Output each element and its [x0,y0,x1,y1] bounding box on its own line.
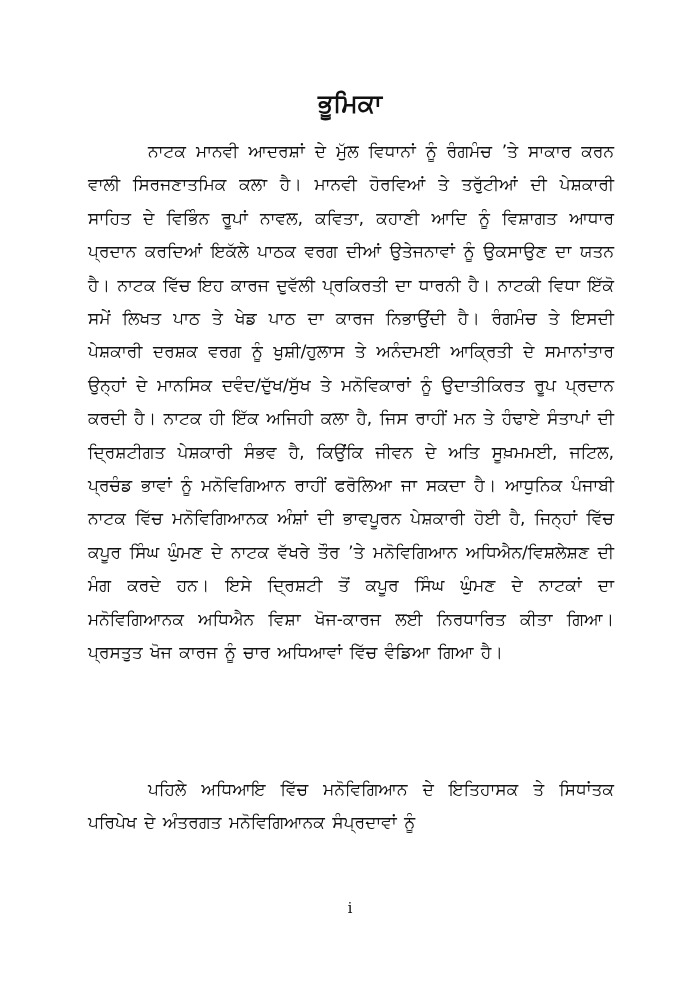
page-number: i [347,899,353,917]
body-paragraph-1: ਨਾਟਕ ਮਾਨਵੀ ਆਦਰਸ਼ਾਂ ਦੇ ਮੁੱਲ ਵਿਧਾਨਾਂ ਨੂੰ ਰੰਗਮੰਚ ’ਤੇ ਸਾਕਾਰ ਕਰਨ ਵਾਲੀ ਸਿਰਜਣਾਤਮਿਕ ਕਲਾ ਹੈ। ਮਾਨਵੀ ਹੋਰਵਿਆਂ ਤੇ ਤਰੁੱਟੀਆਂ ਦੀ ਪੇਸ਼ਕਾਰੀ ਸਾਹਿਤ ਦੇ ਵਿਭਿੰਨ ਰੂਪਾਂ ਨਾਵਲ, ਕਵਿਤਾ, ਕਹਾਣੀ ਆਦਿ ਨੂੰ ਵਿਸ਼ਾਗਤ ਆਧਾਰ ਪ੍ਰਦਾਨ ਕਰਦਿਆਂ ਇਕੱਲੇ ਪਾਠਕ ਵਰਗ ਦੀਆਂ ਉਤੇਜਨਾਵਾਂ ਨੂੰ ਉਕਸਾਉਣ ਦਾ ਯਤਨ ਹੈ। ਨਾਟਕ ਵਿੱਚ ਇਹ ਕਾਰਜ ਦੁਵੱਲੀ ਪ੍ਰਕਿਰਤੀ ਦਾ ਧਾਰਨੀ ਹੈ। ਨਾਟਕੀ ਵਿਧਾ ਇੱਕੋ ਸਮੇਂ ਲਿਖਤ ਪਾਠ ਤੇ ਖੇਡ ਪਾਠ ਦਾ ਕਾਰਜ ਨਿਭਾਉਂਦੀ ਹੈ। ਰੰਗਮੰਚ ਤੇ ਇਸਦੀ ਪੇਸ਼ਕਾਰੀ ਦਰਸ਼ਕ ਵਰਗ ਨੂੰ ਖੁਸ਼ੀ/ਹੁਲਾਸ ਤੇ ਅਨੰਦਮਈ ਆਕ੍ਰਿਤੀ ਦੇ ਸਮਾਨਾਂਤਾਰ ਉਨ੍ਹਾਂ ਦੇ ਮਾਨਸਿਕ ਦਵੰਦ/ਦੁੱਖ/ਸੁੱਖ ਤੇ ਮਨੋਵਿਕਾਰਾਂ ਨੂੰ ਉਦਾਤੀਕਿਰਤ ਰੂਪ ਪ੍ਰਦਾਨ ਕਰਦੀ ਹੈ। ਨਾਟਕ ਹੀ ਇੱਕ ਅਜਿਹੀ ਕਲਾ ਹੈ, ਜਿਸ ਰਾਹੀਂ ਮਨ ਤੇ ਹੰਢਾਏ ਸੰਤਾਪਾਂ ਦੀ ਦ੍ਰਿਸ਼ਟੀਗਤ ਪੇਸ਼ਕਾਰੀ ਸੰਭਵ ਹੈ, ਕਿਉਂਕਿ ਜੀਵਨ ਦੇ ਅਤਿ ਸੂਖ਼ਮਮਈ, ਜਟਿਲ, ਪ੍ਰਚੰਡ ਭਾਵਾਂ ਨੂੰ ਮਨੋਵਿਗਿਆਨ ਰਾਹੀਂ ਫਰੋਲਿਆ ਜਾ ਸਕਦਾ ਹੈ। ਆਧੁਨਿਕ ਪੰਜਾਬੀ ਨਾਟਕ ਵਿੱਚ ਮਨੋਵਿਗਿਆਨਕ ਅੰਸ਼ਾਂ ਦੀ ਭਾਵਪੂਰਨ ਪੇਸ਼ਕਾਰੀ ਹੋਈ ਹੈ, ਜਿਨ੍ਹਾਂ ਵਿੱਚ ਕਪੂਰ ਸਿੰਘ ਘੁੰਮਣ ਦੇ ਨਾਟਕ ਵੱਖਰੇ ਤੌਰ ’ਤੇ ਮਨੋਵਿਗਿਆਨ ਅਧਿਐਨ/ਵਿਸ਼ਲੇਸ਼ਣ ਦੀ ਮੰਗ ਕਰਦੇ ਹਨ। ਇਸੇ ਦ੍ਰਿਸ਼ਟੀ ਤੋਂ ਕਪੂਰ ਸਿੰਘ ਘੁੰਮਣ ਦੇ ਨਾਟਕਾਂ ਦਾ ਮਨੋਵਿਗਿਆਨਕ ਅਧਿਐਨ ਵਿਸ਼ਾ ਖੋਜ-ਕਾਰਜ ਲਈ ਨਿਰਧਾਰਿਤ ਕੀਤਾ ਗਿਆ। ਪ੍ਰਸਤੁਤ ਖੋਜ ਕਾਰਜ ਨੂੰ ਚਾਰ ਅਧਿਆਵਾਂ ਵਿੱਚ ਵੰਡਿਆ ਗਿਆ ਹੈ। [88,142,614,664]
page-title: ਭੂਮਿਕਾ [317,89,383,118]
body-paragraph-2: ਪਹਿਲੇ ਅਧਿਆਇ ਵਿੱਚ ਮਨੋਵਿਗਿਆਨ ਦੇ ਇਤਿਹਾਸਕ ਤੇ ਸਿਧਾਂਤਕ ਪਰਿਪੇਖ ਦੇ ਅੰਤਰਗਤ ਮਨੋਵਿਗਿਆਨਕ ਸੰਪ੍ਰਦਾਵਾਂ ਨੂੰ [88,780,614,834]
